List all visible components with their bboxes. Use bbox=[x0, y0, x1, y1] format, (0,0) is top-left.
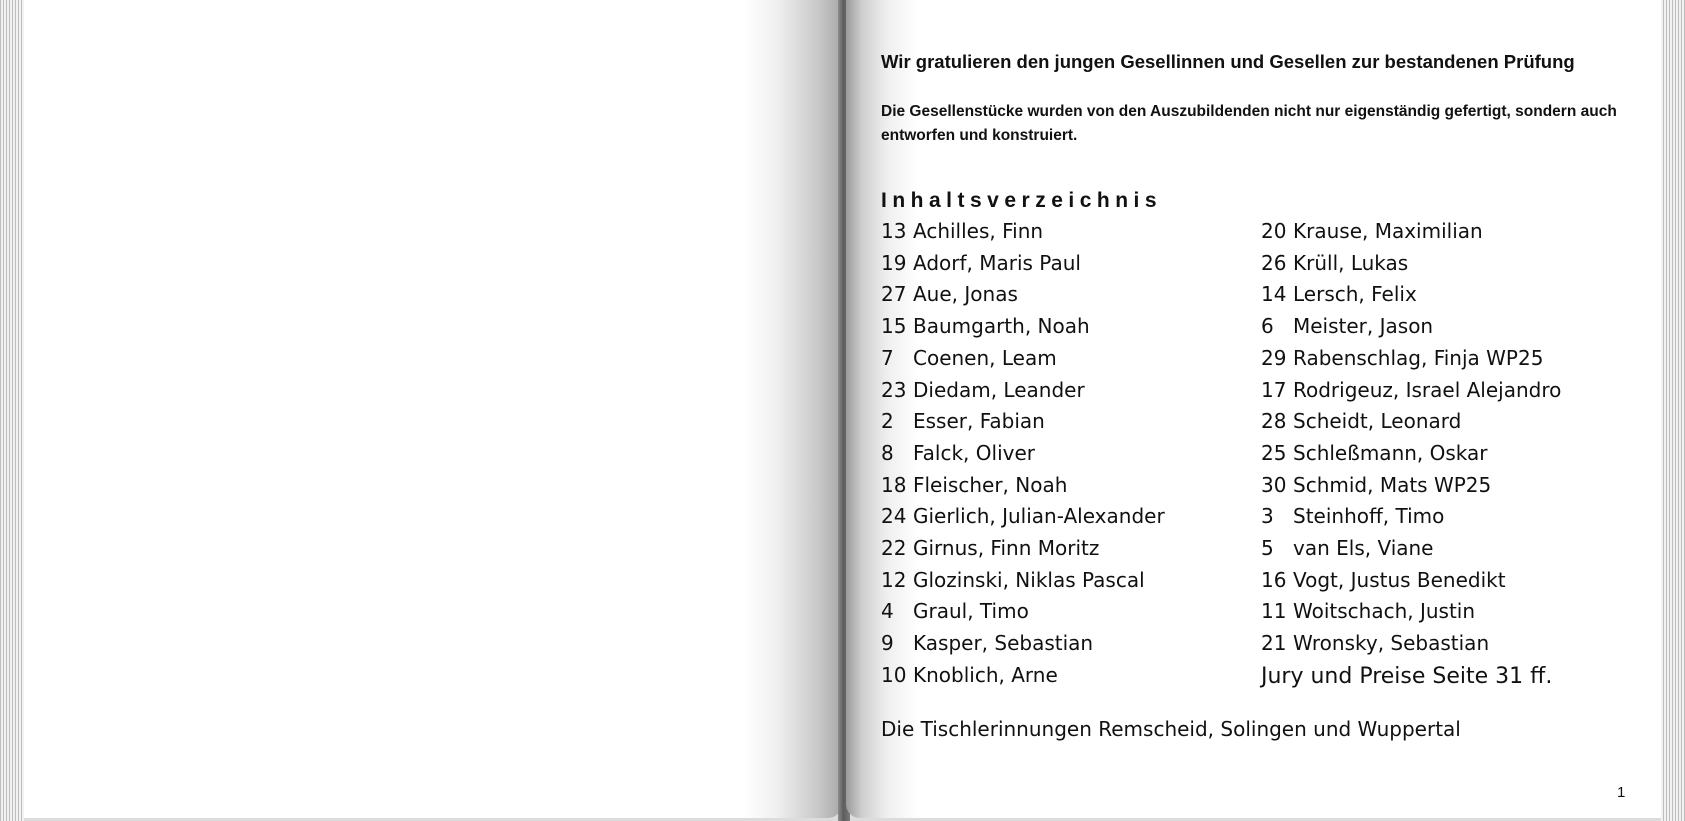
toc-entry bbox=[1261, 216, 1621, 248]
toc-entry-page: 24 bbox=[881, 504, 907, 529]
toc-entry-name: Steinhoff, Timo bbox=[1293, 504, 1445, 529]
toc-entry-page: 23 bbox=[881, 377, 907, 402]
toc-entry-page: 7 bbox=[881, 345, 894, 370]
toc-entry-page: 17 bbox=[1261, 377, 1287, 402]
toc-entry bbox=[1261, 248, 1621, 280]
toc-entry-page: 25 bbox=[1261, 440, 1287, 465]
toc-entry-name: Glozinski, Niklas Pascal bbox=[913, 567, 1145, 592]
toc-entry-name: Gierlich, Julian-Alexander bbox=[913, 504, 1165, 529]
toc-entry bbox=[1261, 628, 1621, 660]
toc-entry-page: 12 bbox=[881, 567, 907, 592]
toc-entry-page: 14 bbox=[1261, 282, 1287, 307]
toc-entry-name: Schmid, Mats WP25 bbox=[1293, 472, 1492, 497]
toc-entry bbox=[1261, 311, 1621, 343]
toc-entry-page: 10 bbox=[881, 662, 907, 687]
page-headline: Wir gratulieren den jungen Gesellinnen und Gesellen zur bestandenen Prüfung bbox=[881, 51, 1575, 72]
toc-entry-name: Krüll, Lukas bbox=[1293, 250, 1409, 275]
toc-entry-name: Coenen, Leam bbox=[913, 345, 1057, 370]
toc-entry-name: Girnus, Finn Moritz bbox=[913, 536, 1100, 561]
toc-entry-name: Adorf, Maris Paul bbox=[913, 250, 1081, 275]
toc-entry-page: 26 bbox=[1261, 250, 1287, 275]
toc-entry-name: Woitschach, Justin bbox=[1293, 599, 1476, 624]
page-number: 1 bbox=[1617, 784, 1626, 801]
toc-entry-name: Vogt, Justus Benedikt bbox=[1293, 567, 1506, 592]
toc-entry-name: Wronsky, Sebastian bbox=[1293, 631, 1490, 656]
left-page-blank[interactable] bbox=[24, 0, 842, 818]
toc-entry-page: 27 bbox=[881, 282, 907, 307]
intro-text: Die Gesellenstücke wurden von den Auszubildenden nicht nur eigenständig gefertigt, sondern auch entworfen und konstruiert. bbox=[881, 103, 1617, 144]
toc-entry-page: 13 bbox=[881, 219, 907, 243]
right-page-content bbox=[881, 48, 1621, 744]
toc-entry-name: Graul, Timo bbox=[913, 599, 1029, 624]
toc-column-left bbox=[881, 216, 1261, 694]
toc-entry-page: 3 bbox=[1261, 504, 1274, 529]
toc-entry-page: 15 bbox=[881, 314, 907, 339]
toc-entry-page: 9 bbox=[881, 631, 894, 656]
toc-entry-name: Esser, Fabian bbox=[913, 409, 1045, 434]
toc-entry-page: 5 bbox=[1261, 536, 1274, 561]
toc-entry bbox=[881, 501, 1261, 533]
right-page-edge bbox=[1661, 0, 1685, 821]
toc-column-right bbox=[1261, 216, 1621, 694]
toc-entry-name: Lersch, Felix bbox=[1293, 282, 1417, 307]
toc-entry bbox=[1261, 279, 1621, 311]
toc-entry bbox=[1261, 438, 1621, 470]
toc-entry-name: Schleßmann, Oskar bbox=[1293, 440, 1488, 465]
toc-entry bbox=[881, 311, 1261, 343]
toc-entry bbox=[881, 438, 1261, 470]
toc-entry-page: 2 bbox=[881, 409, 894, 434]
toc-entry-name: Rodrigeuz, Israel Alejandro bbox=[1293, 377, 1562, 402]
toc-entry bbox=[881, 343, 1261, 375]
toc-entry-name: Diedam, Leander bbox=[913, 377, 1085, 402]
left-page-edge bbox=[0, 0, 24, 821]
toc-entry bbox=[1261, 533, 1621, 565]
guild-footer: Die Tischlerinnungen Remscheid, Solingen und Wuppertal bbox=[881, 716, 1461, 741]
toc-entry bbox=[881, 406, 1261, 438]
jury-prizes-note: Jury und Preise Seite 31 ff. bbox=[1261, 663, 1553, 689]
toc-entry-name: Fleischer, Noah bbox=[913, 472, 1068, 497]
toc-entry-name: Knoblich, Arne bbox=[913, 662, 1058, 687]
toc-entry-name: Scheidt, Leonard bbox=[1293, 409, 1462, 434]
toc-entry-page: 16 bbox=[1261, 567, 1287, 592]
toc-entry-name: Achilles, Finn bbox=[913, 219, 1044, 243]
toc-entry-page: 21 bbox=[1261, 631, 1287, 656]
toc-entry-page: 22 bbox=[881, 536, 907, 561]
toc-entry-page: 30 bbox=[1261, 472, 1287, 497]
toc-entry bbox=[881, 628, 1261, 660]
toc-entry bbox=[881, 596, 1261, 628]
toc-entry-page: 8 bbox=[881, 440, 894, 465]
toc-entry bbox=[881, 470, 1261, 502]
toc-entry-page: 28 bbox=[1261, 409, 1287, 434]
toc-entry-page: 29 bbox=[1261, 345, 1287, 370]
toc-entry-page: 19 bbox=[881, 250, 907, 275]
toc-entry bbox=[1261, 406, 1621, 438]
toc-entry-name: Krause, Maximilian bbox=[1293, 219, 1483, 243]
toc-entry-name: Aue, Jonas bbox=[913, 282, 1018, 307]
toc-entry bbox=[881, 565, 1261, 597]
toc-entry-page: 11 bbox=[1261, 599, 1287, 624]
toc-entry-name: Falck, Oliver bbox=[913, 440, 1035, 465]
toc-entry bbox=[1261, 596, 1621, 628]
toc-entry-page: 4 bbox=[881, 599, 894, 624]
toc-entry bbox=[881, 279, 1261, 311]
toc-entry bbox=[1261, 343, 1621, 375]
toc-entry-page: 6 bbox=[1261, 314, 1274, 339]
toc-entry-page: 20 bbox=[1261, 219, 1287, 243]
toc-entry bbox=[1261, 470, 1621, 502]
toc-entry bbox=[881, 533, 1261, 565]
toc-entry bbox=[1261, 565, 1621, 597]
toc-entry bbox=[1261, 501, 1621, 533]
toc-entry bbox=[881, 660, 1261, 692]
toc-entry-name: Kasper, Sebastian bbox=[913, 631, 1094, 656]
toc-entry-page: 18 bbox=[881, 472, 907, 497]
toc-entry bbox=[1261, 375, 1621, 407]
toc-entry bbox=[881, 375, 1261, 407]
toc-entry bbox=[881, 248, 1261, 280]
toc-title: Inhaltsverzeichnis bbox=[881, 189, 1163, 212]
toc-entry-name: Baumgarth, Noah bbox=[913, 314, 1090, 339]
toc-entry-name: Meister, Jason bbox=[1293, 314, 1434, 339]
table-of-contents bbox=[881, 216, 1621, 694]
toc-entry bbox=[881, 216, 1261, 248]
toc-entry-name: Rabenschlag, Finja WP25 bbox=[1293, 345, 1544, 370]
toc-entry-name: van Els, Viane bbox=[1293, 536, 1434, 561]
